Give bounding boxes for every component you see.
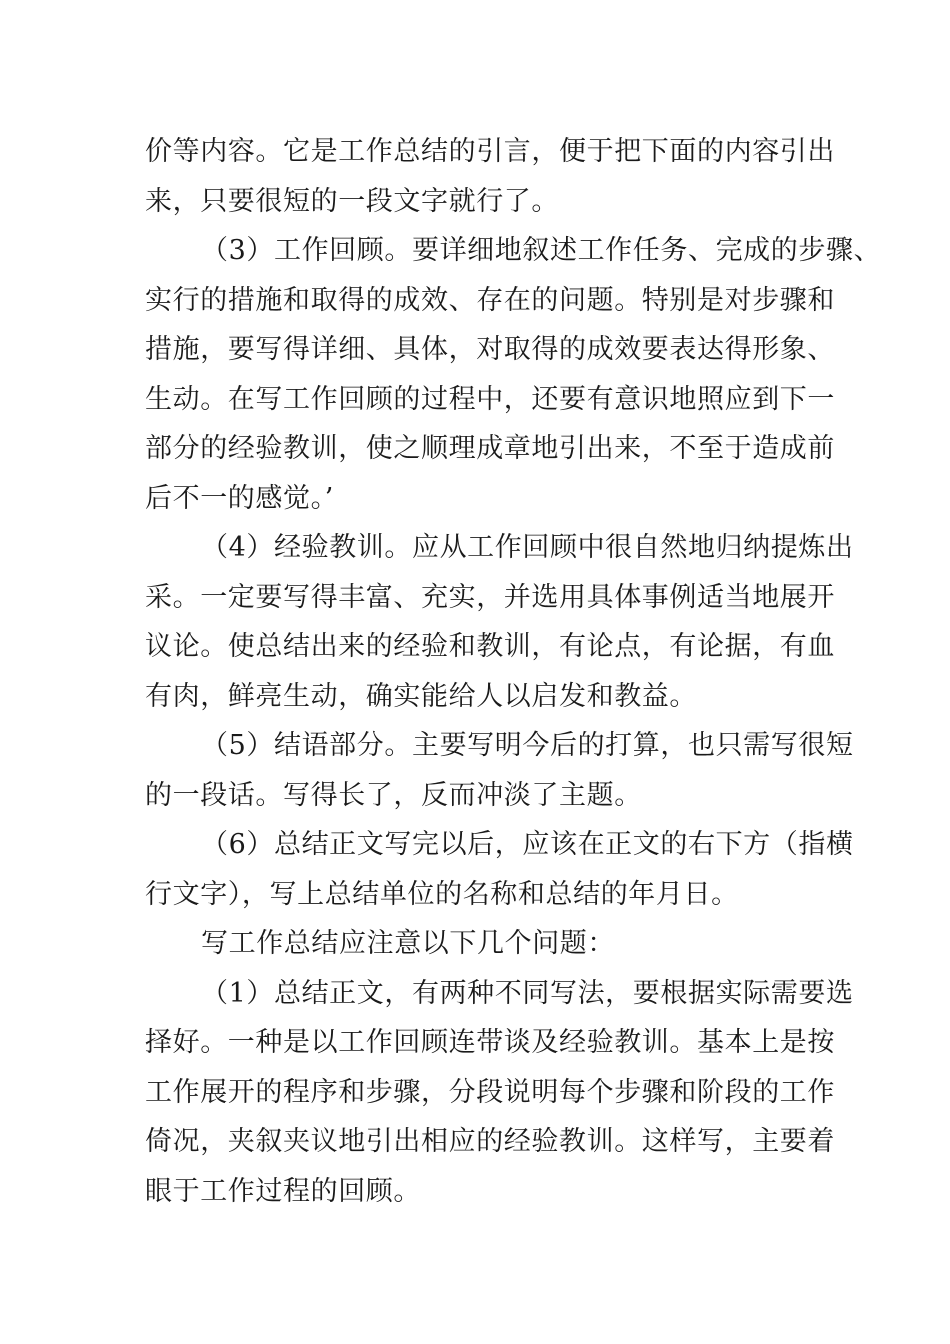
text-line: 采。一定要写得丰富、充实，并选用具体事例适当地展开: [145, 581, 835, 613]
text-line: 价等内容。它是工作总结的引言，便于把下面的内容引出: [145, 136, 835, 167]
text-line: 的一段话。写得长了，反而冲淡了主题。: [145, 779, 642, 811]
text-line: 工作展开的程序和步骤，分段说明每个步骤和阶段的工作: [145, 1076, 835, 1108]
text-line: 实行的措施和取得的成效、存在的问题。特别是对步骤和: [145, 284, 835, 316]
text-line: 行文字），写上总结单位的名称和总结的年月日。: [145, 878, 739, 910]
text-line: 倚况，夹叙夹议地引出相应的经验教训。这样写，主要着: [145, 1126, 835, 1157]
document-body: [145, 127, 882, 1216]
text-line: 择好。一种是以工作回顾连带谈及经验教训。基本上是按: [145, 1027, 835, 1058]
paragraph-start-line: （1）总结正文，有两种不同写法，要根据实际需要选: [201, 977, 854, 1009]
paragraph-start-line: （5）结语部分。主要写明今后的打算，也只需写很短: [201, 730, 854, 761]
text-line: 部分的经验教训，使之顺理成章地引出来，不至于造成前: [145, 433, 835, 464]
paragraph-start-line: （3）工作回顾。要详细地叙述工作任务、完成的步骤、: [201, 235, 882, 266]
paragraph-start-line: 写工作总结应注意以下几个问题：: [201, 928, 615, 959]
text-line: 措施，要写得详细、具体，对取得的成效要表达得形象、: [145, 334, 835, 365]
text-line: 来，只要很短的一段文字就行了。: [145, 185, 559, 217]
text-line: 眼于工作过程的回顾。: [145, 1175, 421, 1207]
text-line: 有肉，鲜亮生动，确实能给人以启发和教益。: [145, 680, 697, 712]
text-line: 生动。在写工作回顾的过程中，还要有意识地照应到下一: [145, 383, 835, 415]
text-line: 议论。使总结出来的经验和教训，有论点，有论据，有血: [145, 631, 835, 662]
paragraph-start-line: （6）总结正文写完以后，应该在正文的右下方（指横: [201, 829, 854, 860]
paragraph-start-line: （4）经验教训。应从工作回顾中很自然地归纳提炼出: [201, 532, 854, 563]
text-line: 后不一的感觉。’: [145, 482, 334, 514]
